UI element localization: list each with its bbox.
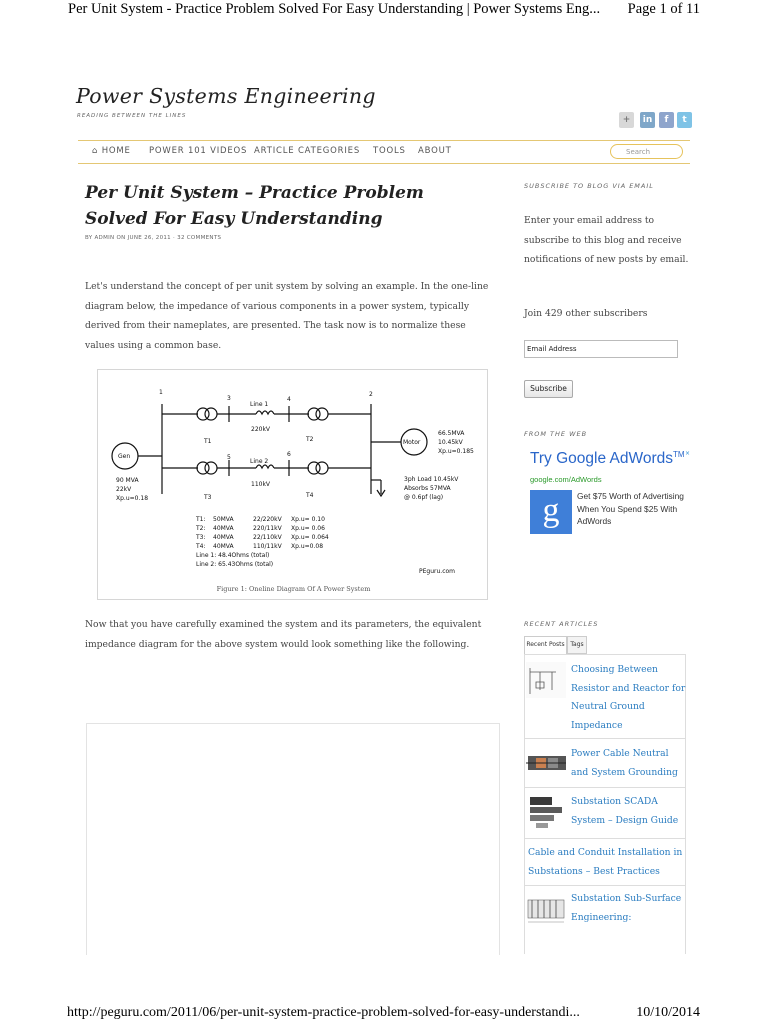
bus-label: 3 bbox=[227, 395, 231, 402]
table-cell: 220/11kV bbox=[253, 525, 282, 532]
oneline-diagram-figure bbox=[97, 369, 488, 600]
google-logo-icon[interactable]: g bbox=[530, 490, 572, 534]
line1-label: Line 1 bbox=[250, 401, 269, 408]
nav-item-about[interactable]: ABOUT bbox=[418, 146, 452, 156]
bus-label: 6 bbox=[287, 451, 291, 458]
bus-label: 2 bbox=[369, 391, 373, 398]
ad-close-icon[interactable]: × bbox=[684, 450, 691, 457]
table-cell: 40MVA bbox=[213, 525, 234, 532]
transformer-label: T4 bbox=[306, 492, 314, 499]
post-author-date: BY ADMIN ON JUNE 26, 2011 bbox=[85, 235, 171, 241]
ad-url[interactable]: google.com/AdWords bbox=[530, 475, 602, 484]
load-spec: 3ph Load 10.45kV bbox=[404, 476, 459, 483]
ad-body-line: AdWords bbox=[577, 516, 612, 526]
line-note: Line 1: 48.4Ohms (total) bbox=[196, 552, 270, 559]
print-header bbox=[0, 0, 768, 22]
table-cell: T2: bbox=[196, 525, 206, 532]
print-page-url: http://peguru.com/2011/06/per-unit-system-practice-problem-solved-for-easy-understandi... bbox=[67, 1005, 580, 1020]
recent-article-link[interactable]: Cable and Conduit Installation in Substations – Best Practices bbox=[528, 847, 683, 877]
email-field[interactable] bbox=[524, 340, 678, 358]
post-meta bbox=[85, 235, 221, 241]
recent-article-link[interactable]: Substation SCADA System – Design Guide bbox=[571, 796, 679, 826]
motor-spec: Xp.u=0.185 bbox=[438, 448, 474, 455]
nav-item-home-label: HOME bbox=[101, 146, 131, 156]
table-cell: Xp.u= 0.06 bbox=[291, 525, 325, 532]
subscribe-heading: SUBSCRIBE TO BLOG VIA EMAIL bbox=[524, 182, 654, 190]
motor-label: Motor bbox=[403, 439, 421, 446]
post-paragraph-intro: Let's understand the concept of per unit system by solving an example. In the one-line diagram below, the impedance of various components in a power system, typically derived from their nameplates, are presented. The task now is to normalize these values using a common base. bbox=[85, 281, 489, 351]
table-cell: T4: bbox=[196, 543, 206, 550]
motor-spec: 66.5MVA bbox=[438, 430, 465, 437]
transformer-label: T3 bbox=[204, 494, 212, 501]
recent-article-link[interactable]: Choosing Between Resistor and Reactor for Neutral Ground Impedance bbox=[571, 664, 686, 731]
line-note: Line 2: 65.43Ohms (total) bbox=[196, 561, 274, 568]
list-item[interactable] bbox=[524, 656, 686, 739]
line1-kv: 220kV bbox=[251, 426, 271, 433]
print-page-title: Per Unit System - Practice Problem Solved For Easy Understanding | Power Systems Eng... bbox=[68, 1, 601, 17]
table-cell: 110/11kV bbox=[253, 543, 282, 550]
generator-spec: Xp.u=0.18 bbox=[116, 495, 149, 502]
ad-title[interactable] bbox=[530, 450, 685, 468]
subscribe-button[interactable]: Subscribe bbox=[524, 380, 573, 398]
transformer-label: T2 bbox=[306, 436, 314, 443]
print-page-number: Page 1 of 11 bbox=[627, 1, 700, 17]
linkedin-icon[interactable]: in bbox=[640, 112, 655, 128]
twitter-icon[interactable]: t bbox=[677, 112, 692, 128]
nav-item-article-categories[interactable]: ARTICLE CATEGORIES bbox=[254, 146, 361, 156]
tab-tags[interactable]: Tags bbox=[567, 636, 587, 654]
load-spec: @ 0.6pf (lag) bbox=[404, 494, 444, 501]
oneline-diagram bbox=[98, 370, 489, 585]
google-plus-icon[interactable]: + bbox=[619, 112, 634, 128]
table-cell: Xp.u=0.08 bbox=[291, 543, 324, 550]
post-meta-separator: · bbox=[170, 235, 178, 241]
nav-item-videos[interactable]: POWER 101 VIDEOS bbox=[149, 146, 248, 156]
ad-body-line: Get $75 Worth of Advertising bbox=[577, 491, 684, 501]
generator-spec: 90 MVA bbox=[116, 477, 139, 484]
nav-divider-top bbox=[78, 140, 690, 141]
print-date: 10/10/2014 bbox=[636, 1005, 700, 1020]
table-cell: 22/110kV bbox=[253, 534, 282, 541]
list-item[interactable] bbox=[524, 839, 686, 886]
subscribe-text: Enter your email address to subscribe to this blog and receive notifications of new posts by email. bbox=[524, 215, 689, 265]
table-cell: 40MVA bbox=[213, 534, 234, 541]
tab-recent-posts[interactable]: Recent Posts bbox=[524, 636, 567, 654]
print-footer bbox=[0, 1005, 768, 1024]
home-icon: ⌂ bbox=[92, 146, 102, 156]
line2-label: Line 2 bbox=[250, 458, 269, 465]
article-thumbnail bbox=[526, 894, 566, 930]
facebook-icon[interactable]: f bbox=[659, 112, 674, 128]
ad-body[interactable] bbox=[577, 490, 693, 528]
site-title[interactable]: Power Systems Engineering bbox=[76, 84, 376, 108]
table-cell: T3: bbox=[196, 534, 206, 541]
line2-kv: 110kV bbox=[251, 481, 271, 488]
post-comments-link[interactable]: 32 COMMENTS bbox=[177, 235, 222, 241]
table-cell: Xp.u= 0.064 bbox=[291, 534, 329, 541]
generator-label: Gen bbox=[118, 453, 131, 460]
subscribers-count: Join 429 other subscribers bbox=[524, 308, 648, 319]
bus-label: 4 bbox=[287, 396, 291, 403]
motor-spec: 10.45kV bbox=[438, 439, 463, 446]
from-the-web-heading: FROM THE WEB bbox=[524, 430, 588, 438]
ad-title-text: Try Google AdWords bbox=[530, 450, 674, 468]
impedance-diagram-placeholder bbox=[86, 723, 500, 955]
ad-trademark: TM bbox=[673, 450, 685, 459]
post-paragraph-followup: Now that you have carefully examined the system and its parameters, the equivalent impedance diagram for the above system would look something like the following. bbox=[85, 619, 482, 650]
article-thumbnail bbox=[526, 795, 566, 831]
figure-caption: Figure 1: Oneline Diagram Of A Power System bbox=[216, 585, 371, 593]
load-spec: Absorbs 57MVA bbox=[404, 485, 451, 492]
ad-body-line: When You Spend $25 With bbox=[577, 503, 678, 514]
recent-article-link[interactable]: Power Cable Neutral and System Grounding bbox=[571, 748, 678, 778]
list-item[interactable] bbox=[524, 739, 686, 788]
figure-watermark: PEguru.com bbox=[419, 568, 456, 575]
table-cell: T1: bbox=[196, 516, 206, 523]
list-item[interactable] bbox=[524, 788, 686, 839]
bus-label: 1 bbox=[159, 389, 163, 396]
recent-article-link[interactable]: Substation Sub-Surface Engineering: bbox=[571, 893, 682, 923]
table-cell: Xp.u= 0.10 bbox=[291, 516, 325, 523]
table-cell: 40MVA bbox=[213, 543, 234, 550]
bus-label: 5 bbox=[227, 454, 231, 461]
site-tagline: READING BETWEEN THE LINES bbox=[77, 113, 187, 119]
list-item[interactable] bbox=[524, 886, 686, 954]
transformer-label: T1 bbox=[204, 438, 212, 445]
article-thumbnail bbox=[526, 662, 566, 698]
table-cell: 22/220kV bbox=[253, 516, 282, 523]
nav-item-tools[interactable]: TOOLS bbox=[373, 146, 406, 156]
nav-item-home[interactable] bbox=[92, 146, 131, 160]
nav-divider-bottom bbox=[78, 163, 690, 164]
table-cell: 50MVA bbox=[213, 516, 234, 523]
post-title: Per Unit System – Practice Problem Solved For Easy Understanding bbox=[85, 183, 424, 229]
generator-spec: 22kV bbox=[116, 486, 132, 493]
article-thumbnail bbox=[526, 746, 566, 782]
recent-articles-heading: RECENT ARTICLES bbox=[524, 620, 599, 628]
search-input[interactable] bbox=[610, 144, 683, 159]
